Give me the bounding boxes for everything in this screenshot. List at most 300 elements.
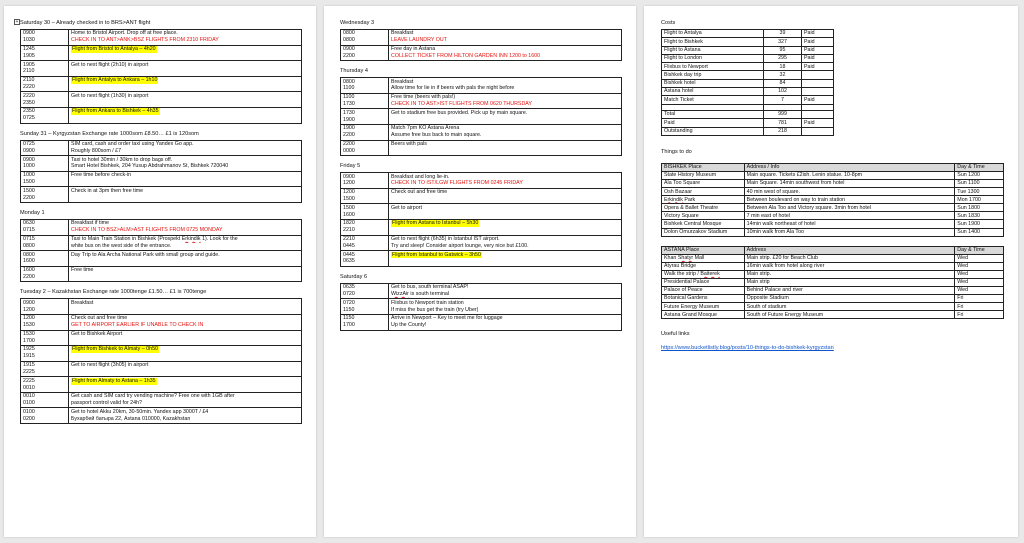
time-cell (21, 92, 69, 108)
activity-text: Flixbus to Newport train station (391, 299, 464, 306)
activity-text: Roughly 800som / £7 (71, 147, 122, 154)
itinerary-column-2 (340, 20, 622, 338)
place-day-time: Sun 1800 (955, 204, 1004, 212)
cost-row (662, 71, 834, 79)
spelling-flag: WizzAir (391, 291, 409, 298)
place-name: Atyrau Bridge (662, 262, 745, 270)
cost-row (662, 46, 834, 54)
itinerary-row (21, 392, 302, 408)
place-name: Osh Bazaar (662, 188, 745, 196)
place-day-time: Fri (955, 311, 1004, 319)
cost-status (802, 87, 834, 95)
place-row (662, 196, 1004, 204)
cost-item: Total (662, 111, 764, 119)
place-row (662, 303, 1004, 311)
flight-highlight: Flight from Ankara to Bishkek – 4h35 (72, 108, 159, 115)
place-info: South of stadium (744, 303, 955, 311)
activity-line-wrap (391, 85, 619, 92)
time-value: 0800 (343, 30, 355, 37)
time-value: 2200 (23, 274, 35, 281)
cost-status (802, 127, 834, 135)
itinerary-row (21, 156, 302, 172)
reminder-text: COLLECT TICKET FROM HILTON GARDEN INN 1200 to 1600 (391, 52, 541, 59)
bucketlistly-link[interactable]: https://www.bucketlistly.blog/posts/10-things-to-do-bishkek-kyrgyzstan (661, 345, 834, 352)
day-title: Sunday 31 – Kyrgyzstan Exchange rate 1000som £8.50… £1 is 120som (20, 130, 199, 137)
activity-text: Breakfast (391, 78, 414, 85)
time-value: 1905 (23, 52, 35, 59)
activity-line-wrap (71, 46, 299, 53)
activity-cell (69, 251, 302, 267)
activity-text: WizzAir is south terminal (391, 291, 449, 298)
place-info: Main Square. 14min southwest from hotel (744, 180, 955, 188)
flight-highlight: Flight from Almaty to Astana – 1h35 (72, 377, 156, 384)
time-value: 1245 (23, 45, 35, 52)
activity-text: Free time (beers with pals!) (391, 94, 456, 101)
day-title: Tuesday 2 – Kazakhstan Exchange rate 1000tenge £1.50… £1 is 700tenge (20, 289, 207, 296)
time-value: 1915 (23, 353, 35, 360)
time-value: 0800 (23, 251, 35, 258)
costs-table (661, 29, 834, 136)
activity-text: Try and sleep! Consider airport lounge, very nice but £100. (391, 242, 529, 249)
cost-row (662, 54, 834, 62)
activity-text: Check out and free time (391, 189, 448, 196)
activity-cell (69, 361, 302, 377)
document-page-3 (644, 6, 1018, 537)
activity-line-wrap (71, 148, 299, 155)
place-day-time: Sun 1900 (955, 220, 1004, 228)
itinerary-row (341, 140, 622, 156)
cost-status: Paid (802, 46, 834, 54)
cost-item: Outstanding (662, 127, 764, 135)
cost-item: Paid (662, 119, 764, 127)
day-section (20, 20, 302, 124)
activity-cell (69, 171, 302, 187)
place-row (662, 254, 1004, 262)
place-day-time: Fri (955, 295, 1004, 303)
time-value: 1600 (343, 211, 355, 218)
time-cell (21, 330, 69, 346)
activity-text: Breakfast and long lie-in. (391, 173, 450, 180)
place-name: Khan Shatyr Mall (662, 254, 745, 262)
time-value: 2210 (343, 227, 355, 234)
column-header: Address / Info (744, 163, 955, 171)
place-day-time: Wed (955, 254, 1004, 262)
time-value: 2200 (23, 194, 35, 201)
activity-line-wrap (391, 243, 619, 250)
itinerary-row (341, 45, 622, 61)
column-header: Day & Time (955, 163, 1004, 171)
cost-row (662, 63, 834, 71)
place-row (662, 286, 1004, 294)
activity-line-wrap (391, 300, 619, 307)
activity-cell (69, 408, 302, 424)
activity-line-wrap (391, 46, 619, 53)
time-value: 2350 (23, 108, 35, 115)
place-name: Walk the strip / Baiterek (662, 270, 745, 278)
time-value: 0200 (23, 415, 35, 422)
activity-text: Taxi to Main Train Station in Bishkek (Prospekt Erkindik 1). Look for the (71, 235, 238, 242)
activity-cell (389, 124, 622, 140)
cost-amount: 7 (764, 96, 802, 104)
activity-text: If miss the bus get the train (try Uber) (391, 306, 479, 313)
place-info: Main square. Tickets £2ish. Lenin statue. 10-8pm (744, 171, 955, 179)
activity-line-wrap (71, 243, 299, 250)
time-value: 1200 (23, 306, 35, 313)
time-value: 1915 (23, 362, 35, 369)
itinerary-row (21, 346, 302, 362)
time-value: 0715 (23, 235, 35, 242)
day-section (340, 68, 622, 156)
activity-cell (69, 314, 302, 330)
day-section (20, 131, 302, 203)
activity-text: Get to next flight (1h30) in airport (71, 92, 149, 99)
activity-line-wrap (71, 393, 299, 400)
itinerary-row (21, 76, 302, 92)
activity-text: Day Trip to Ala Archa National Park with small group and guide. (71, 251, 220, 258)
activity-line-wrap (391, 37, 619, 44)
time-value: 2225 (23, 377, 35, 384)
time-cell (341, 283, 389, 299)
place-info: Opposite Stadium (744, 295, 955, 303)
activity-text: Get cash and SIM card try vending machine? Free one with 1GB after (71, 393, 235, 400)
time-value: 1000 (23, 172, 35, 179)
cost-item: Flight to Antalya (662, 30, 764, 38)
itinerary-table (340, 29, 622, 61)
activity-line-wrap (391, 79, 619, 86)
place-name: Future Energy Museum (662, 303, 745, 311)
place-row (662, 180, 1004, 188)
activity-cell (69, 346, 302, 362)
place-row (662, 204, 1004, 212)
activity-line-wrap (71, 267, 299, 274)
activity-line-wrap (71, 37, 299, 44)
itinerary-row (341, 314, 622, 330)
time-value: 1730 (343, 109, 355, 116)
time-value: 1730 (343, 101, 355, 108)
day-section (340, 20, 622, 61)
itinerary-table (20, 298, 302, 424)
itinerary-row (341, 251, 622, 267)
itinerary-row (341, 124, 622, 140)
activity-cell (389, 109, 622, 125)
place-name: Bishkek Central Mosque (662, 220, 745, 228)
cost-item: Flight to London (662, 54, 764, 62)
astana-places-table (661, 246, 1004, 320)
place-row (662, 270, 1004, 278)
itinerary-row (21, 377, 302, 393)
cost-row (662, 30, 834, 38)
time-value: 0900 (23, 299, 35, 306)
time-value: 0725 (23, 140, 35, 147)
reminder-text: CHECK IN TO IST/LGW FLIGHTS FROM 0245 FRIDAY (391, 180, 523, 187)
day-title: Wednesday 3 (340, 20, 375, 26)
place-day-time: Wed (955, 278, 1004, 286)
time-value: 0010 (23, 393, 35, 400)
day-section (20, 289, 302, 424)
activity-line-wrap (391, 284, 619, 291)
place-name: Opera & Ballet Theatre (662, 204, 745, 212)
place-row (662, 212, 1004, 220)
time-value: 1600 (23, 267, 35, 274)
place-day-time: Tue 1300 (955, 188, 1004, 196)
flight-highlight: Flight from Bristol to Antalya – 4h20 (72, 45, 156, 52)
activity-text: Free day in Astana (391, 45, 436, 52)
time-cell (21, 30, 69, 46)
activity-text: Get to next flight (3h05) in airport (71, 362, 149, 369)
itinerary-row (21, 140, 302, 156)
cost-status: Paid (802, 96, 834, 104)
activity-line-wrap (71, 346, 299, 353)
spelling-flag: Erkindik (181, 235, 201, 242)
activity-line-wrap (391, 141, 619, 148)
activity-line-wrap (391, 174, 619, 181)
activity-text: Get to next flight (2h10) in airport (71, 61, 149, 68)
activity-cell (389, 235, 622, 251)
time-value: 2110 (23, 77, 35, 84)
time-cell (341, 219, 389, 235)
place-name: Astana Grand Mosque (662, 311, 745, 319)
place-row (662, 171, 1004, 179)
itinerary-row (21, 299, 302, 315)
activity-line-wrap (391, 252, 619, 259)
activity-text: Check in at 3pm then free time (71, 187, 144, 194)
time-value: 1200 (343, 189, 355, 196)
itinerary-row (341, 78, 622, 94)
time-cell (341, 93, 389, 109)
place-day-time: Sun 1200 (955, 171, 1004, 179)
time-cell (341, 251, 389, 267)
reminder-text: GET TO AIRPORT EARLIER IF UNABLE TO CHECK IN (71, 322, 204, 329)
place-day-time: Wed (955, 270, 1004, 278)
cost-status (802, 71, 834, 79)
place-info: Main strip (744, 278, 955, 286)
activity-line-wrap (71, 400, 299, 407)
activity-line-wrap (71, 416, 299, 423)
cost-row (662, 38, 834, 46)
time-cell (341, 314, 389, 330)
activity-text: Allow time for lie in if beers with pals the night before (391, 85, 515, 92)
itinerary-row (21, 251, 302, 267)
activity-text: Get to airport (391, 204, 422, 211)
activity-text: Free time (71, 267, 94, 274)
place-row (662, 278, 1004, 286)
itinerary-row (21, 187, 302, 203)
activity-text: Taxi to hotel 30min / 30km to drop bags off. (71, 156, 173, 163)
activity-line-wrap (71, 227, 299, 234)
activity-line-wrap (71, 378, 299, 385)
activity-cell (389, 299, 622, 315)
time-value: 2225 (23, 368, 35, 375)
cost-amount: 999 (764, 111, 802, 119)
cost-status (802, 79, 834, 87)
activity-cell (389, 251, 622, 267)
activity-cell (69, 392, 302, 408)
column-header: Address (744, 246, 955, 254)
time-value: 1200 (23, 315, 35, 322)
place-info: 7 min east of hotel (744, 212, 955, 220)
day-section (340, 274, 622, 331)
activity-line-wrap (71, 188, 299, 195)
activity-text: Arrive in Newport – Key to meet me for luggage (391, 315, 503, 322)
time-cell (21, 408, 69, 424)
place-name: Palace of Peace (662, 286, 745, 294)
place-name: State History Museum (662, 171, 745, 179)
cost-item: Match Ticket (662, 96, 764, 104)
time-value: 0900 (23, 30, 35, 37)
header-row (662, 163, 1004, 171)
activity-cell (389, 204, 622, 220)
place-info: 14min walk northeast of hotel (744, 220, 955, 228)
activity-line-wrap (71, 77, 299, 84)
time-value: 1150 (343, 306, 355, 313)
activity-cell (389, 188, 622, 204)
activity-text: Up the County! (391, 322, 427, 329)
costs-and-places-column (661, 20, 1004, 351)
spelling-flag: Shatyr (677, 255, 694, 262)
activity-cell (69, 140, 302, 156)
activity-text: Beers with pals (391, 140, 427, 147)
time-value: 1000 (23, 163, 35, 170)
time-value: 1600 (23, 258, 35, 265)
activity-text: Get to Bishkek Airport (71, 330, 123, 337)
time-value: 1900 (343, 116, 355, 123)
activity-text: Get to bus, south terminal ASAP! (391, 284, 469, 291)
activity-cell (69, 156, 302, 172)
reminder-text: CHECK IN TO ANT>ANK>BSZ FLIGHTS FROM 2310 FRIDAY (71, 37, 219, 44)
things-to-do-title: Things to do (661, 148, 692, 155)
activity-line-wrap (391, 322, 619, 329)
itinerary-row (341, 204, 622, 220)
place-info: 40 min west of square. (744, 188, 955, 196)
activity-text: Get to hotel Akku 20km, 30-50min. Yandex app 3000T / £4 (71, 408, 209, 415)
time-value: 0900 (343, 173, 355, 180)
time-cell (21, 219, 69, 235)
itinerary-row (21, 235, 302, 251)
time-value: 0800 (343, 78, 355, 85)
flight-highlight: Flight from Antalya to Ankara – 1h10 (72, 77, 158, 84)
activity-line-wrap (71, 236, 299, 243)
day-section (340, 163, 622, 267)
time-value: 1700 (343, 322, 355, 329)
cost-status (802, 111, 834, 119)
table-move-handle-icon[interactable]: + (15, 19, 19, 25)
place-row (662, 188, 1004, 196)
time-value: 1530 (23, 322, 35, 329)
time-value: 1530 (23, 330, 35, 337)
place-row (662, 228, 1004, 236)
itinerary-row (21, 408, 302, 424)
place-day-time: Sun 1830 (955, 212, 1004, 220)
place-day-time: Fri (955, 303, 1004, 311)
cost-item: Flixbus to Newport (662, 63, 764, 71)
time-value: 1500 (343, 204, 355, 211)
day-section (20, 210, 302, 282)
time-value: 0800 (343, 37, 355, 44)
activity-cell (69, 266, 302, 282)
useful-links-title: Useful links (661, 331, 690, 338)
activity-cell (69, 235, 302, 251)
cost-item: Bishkek day trip (662, 71, 764, 79)
activity-cell (389, 283, 622, 299)
place-day-time: Wed (955, 286, 1004, 294)
activity-line-wrap (71, 315, 299, 322)
column-header: Day & Time (955, 246, 1004, 254)
itinerary-table (20, 140, 302, 203)
place-info: Behind Palace and river (744, 286, 955, 294)
activity-cell (389, 93, 622, 109)
time-cell (21, 266, 69, 282)
time-cell (21, 107, 69, 123)
time-value: 1905 (23, 61, 35, 68)
activity-cell (69, 299, 302, 315)
activity-line-wrap (391, 189, 619, 196)
activity-cell (389, 140, 622, 156)
activity-text: Check out and free time (71, 315, 128, 322)
place-info: Main strip. (744, 270, 955, 278)
itinerary-row (341, 219, 622, 235)
place-row (662, 220, 1004, 228)
cost-row (662, 127, 834, 135)
cost-status: Paid (802, 63, 834, 71)
time-cell (21, 76, 69, 92)
place-day-time: Sun 1100 (955, 180, 1004, 188)
itinerary-table (20, 219, 302, 282)
time-value: 1030 (23, 37, 35, 44)
activity-text: Breakfast if time (71, 220, 109, 227)
activity-line-wrap (71, 30, 299, 37)
place-row (662, 262, 1004, 270)
itinerary-table (340, 172, 622, 267)
time-cell (21, 299, 69, 315)
cost-row (662, 79, 834, 87)
activity-line-wrap (71, 409, 299, 416)
reminder-text: LEAVE LAUNDRY OUT (391, 37, 447, 44)
cost-status: Paid (802, 38, 834, 46)
activity-cell (69, 61, 302, 77)
time-cell (21, 361, 69, 377)
activity-cell (389, 45, 622, 61)
place-info: Main strip. £20 for Beach Club (744, 254, 955, 262)
time-cell (21, 156, 69, 172)
activity-line-wrap (391, 132, 619, 139)
activity-text: Home to Bristol Airport. Drop off at free place. (71, 30, 178, 37)
activity-line-wrap (391, 236, 619, 243)
itinerary-row (341, 283, 622, 299)
itinerary-row (21, 171, 302, 187)
cost-amount: 102 (764, 87, 802, 95)
itinerary-row (341, 188, 622, 204)
document-page-1 (4, 6, 316, 537)
activity-cell (389, 173, 622, 189)
activity-line-wrap (391, 94, 619, 101)
time-value: 1500 (343, 196, 355, 203)
activity-text: Free time before check-in (71, 172, 132, 179)
activity-text: Breakfast (71, 299, 94, 306)
spelling-flag: Erkindik (664, 196, 683, 203)
activity-cell (69, 107, 302, 123)
activity-line-wrap (391, 205, 619, 212)
time-value: 2200 (343, 140, 355, 147)
time-value: 0635 (343, 258, 355, 265)
activity-cell (389, 314, 622, 330)
itinerary-column-1 (15, 19, 302, 431)
time-value: 1700 (23, 337, 35, 344)
costs-title: Costs (661, 20, 676, 26)
cost-row (662, 96, 834, 104)
time-value: 2200 (343, 132, 355, 139)
place-name: Erkindik Park (662, 196, 745, 204)
place-info: Between boulevard on way to train station (744, 196, 955, 204)
